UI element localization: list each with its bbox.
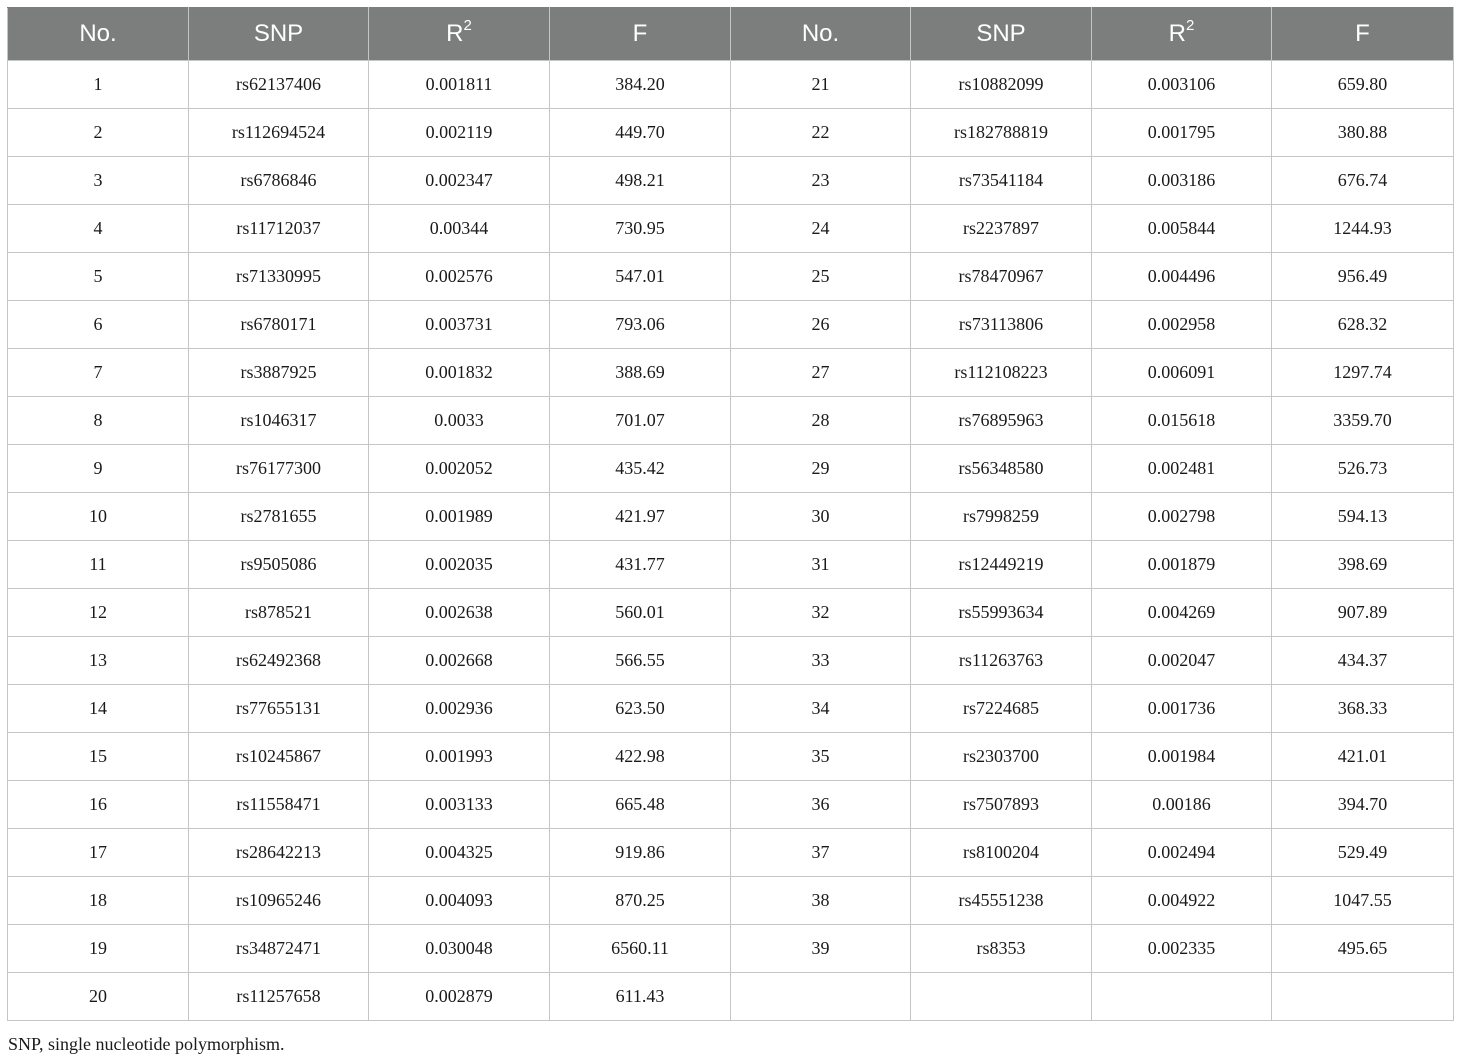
cell-f: 611.43: [550, 973, 731, 1021]
cell-no: 2: [8, 109, 189, 157]
header-f: F: [550, 8, 731, 61]
cell-no: 29: [731, 445, 911, 493]
cell-no: 25: [731, 253, 911, 301]
cell-f: 628.32: [1272, 301, 1454, 349]
cell-r-squared: 0.002035: [369, 541, 550, 589]
cell-snp: rs1046317: [189, 397, 369, 445]
cell-r-squared: [1092, 973, 1272, 1021]
cell-snp: rs62492368: [189, 637, 369, 685]
cell-snp: rs28642213: [189, 829, 369, 877]
cell-r-squared: 0.004496: [1092, 253, 1272, 301]
cell-snp: rs2781655: [189, 493, 369, 541]
cell-r-squared: 0.001795: [1092, 109, 1272, 157]
cell-f: 6560.11: [550, 925, 731, 973]
cell-r-squared: 0.002576: [369, 253, 550, 301]
table-row: [8, 829, 1454, 877]
cell-snp: rs34872471: [189, 925, 369, 973]
cell-no: 21: [731, 61, 911, 109]
header-no: No.: [8, 8, 189, 61]
table-row: [8, 877, 1454, 925]
cell-r-squared: 0.002347: [369, 157, 550, 205]
cell-no: 18: [8, 877, 189, 925]
cell-snp: rs45551238: [911, 877, 1092, 925]
cell-snp: rs9505086: [189, 541, 369, 589]
table-row: [8, 157, 1454, 205]
cell-r-squared: 0.006091: [1092, 349, 1272, 397]
cell-snp: rs55993634: [911, 589, 1092, 637]
cell-f: 956.49: [1272, 253, 1454, 301]
cell-no: 8: [8, 397, 189, 445]
cell-f: 701.07: [550, 397, 731, 445]
cell-no: 11: [8, 541, 189, 589]
cell-f: 449.70: [550, 109, 731, 157]
cell-no: 17: [8, 829, 189, 877]
cell-no: 28: [731, 397, 911, 445]
cell-r-squared: 0.003186: [1092, 157, 1272, 205]
cell-f: 398.69: [1272, 541, 1454, 589]
cell-no: 12: [8, 589, 189, 637]
cell-no: 34: [731, 685, 911, 733]
cell-no: 38: [731, 877, 911, 925]
cell-f: 1297.74: [1272, 349, 1454, 397]
cell-f: 394.70: [1272, 781, 1454, 829]
cell-f: 526.73: [1272, 445, 1454, 493]
cell-snp: rs7507893: [911, 781, 1092, 829]
cell-no: 16: [8, 781, 189, 829]
cell-r-squared: 0.003133: [369, 781, 550, 829]
cell-r-squared: 0.001736: [1092, 685, 1272, 733]
cell-no: 20: [8, 973, 189, 1021]
cell-r-squared: 0.001879: [1092, 541, 1272, 589]
cell-r-squared: 0.030048: [369, 925, 550, 973]
header-snp: SNP: [911, 8, 1092, 61]
cell-f: 384.20: [550, 61, 731, 109]
cell-no: 36: [731, 781, 911, 829]
table-row: [8, 973, 1454, 1021]
cell-r-squared: 0.001984: [1092, 733, 1272, 781]
cell-r-squared: 0.004922: [1092, 877, 1272, 925]
cell-snp: rs11558471: [189, 781, 369, 829]
cell-f: 730.95: [550, 205, 731, 253]
cell-snp: rs8353: [911, 925, 1092, 973]
table-footnote: SNP, single nucleotide polymorphism.: [8, 1034, 285, 1054]
cell-r-squared: 0.001989: [369, 493, 550, 541]
table-row: [8, 733, 1454, 781]
cell-no: 23: [731, 157, 911, 205]
cell-snp: rs6786846: [189, 157, 369, 205]
cell-snp: rs11712037: [189, 205, 369, 253]
cell-no: 30: [731, 493, 911, 541]
cell-no: 1: [8, 61, 189, 109]
cell-snp: rs6780171: [189, 301, 369, 349]
cell-r-squared: 0.00344: [369, 205, 550, 253]
cell-f: 547.01: [550, 253, 731, 301]
cell-f: [1272, 973, 1454, 1021]
cell-f: 1047.55: [1272, 877, 1454, 925]
cell-f: 421.01: [1272, 733, 1454, 781]
cell-snp: rs73113806: [911, 301, 1092, 349]
cell-r-squared: 0.002119: [369, 109, 550, 157]
header-superscript: 2: [463, 17, 472, 34]
cell-snp: rs112108223: [911, 349, 1092, 397]
cell-snp: rs112694524: [189, 109, 369, 157]
cell-snp: rs71330995: [189, 253, 369, 301]
cell-f: 870.25: [550, 877, 731, 925]
header-no: No.: [731, 8, 911, 61]
cell-snp: rs10245867: [189, 733, 369, 781]
cell-f: 529.49: [1272, 829, 1454, 877]
cell-r-squared: 0.002047: [1092, 637, 1272, 685]
cell-r-squared: 0.004325: [369, 829, 550, 877]
cell-f: 421.97: [550, 493, 731, 541]
cell-r-squared: 0.002936: [369, 685, 550, 733]
cell-snp: rs182788819: [911, 109, 1092, 157]
cell-f: 368.33: [1272, 685, 1454, 733]
cell-no: 22: [731, 109, 911, 157]
cell-snp: rs10965246: [189, 877, 369, 925]
cell-snp: rs73541184: [911, 157, 1092, 205]
cell-no: 37: [731, 829, 911, 877]
cell-f: 919.86: [550, 829, 731, 877]
table-row: [8, 253, 1454, 301]
cell-r-squared: 0.001811: [369, 61, 550, 109]
cell-no: 6: [8, 301, 189, 349]
header-f: F: [1272, 8, 1454, 61]
header-r-squared: $R^2$: [1092, 8, 1272, 61]
cell-no: 31: [731, 541, 911, 589]
cell-r-squared: 0.015618: [1092, 397, 1272, 445]
cell-no: 5: [8, 253, 189, 301]
cell-no: 14: [8, 685, 189, 733]
table-header-row: [8, 8, 1454, 61]
cell-r-squared: 0.002958: [1092, 301, 1272, 349]
cell-f: 422.98: [550, 733, 731, 781]
cell-no: 39: [731, 925, 911, 973]
cell-r-squared: 0.002798: [1092, 493, 1272, 541]
cell-no: 32: [731, 589, 911, 637]
cell-no: 19: [8, 925, 189, 973]
table-row: [8, 925, 1454, 973]
header-r-squared: $R^2$: [369, 8, 550, 61]
cell-f: 665.48: [550, 781, 731, 829]
cell-f: 560.01: [550, 589, 731, 637]
cell-f: 676.74: [1272, 157, 1454, 205]
cell-r-squared: 0.005844: [1092, 205, 1272, 253]
snp-table: [7, 7, 1454, 1021]
cell-snp: [911, 973, 1092, 1021]
cell-f: 495.65: [1272, 925, 1454, 973]
cell-f: 434.37: [1272, 637, 1454, 685]
table-row: [8, 205, 1454, 253]
table-row: [8, 61, 1454, 109]
cell-r-squared: 0.002494: [1092, 829, 1272, 877]
cell-snp: rs10882099: [911, 61, 1092, 109]
cell-snp: rs56348580: [911, 445, 1092, 493]
cell-snp: rs12449219: [911, 541, 1092, 589]
cell-r-squared: 0.002879: [369, 973, 550, 1021]
header-superscript: 2: [1186, 17, 1195, 34]
cell-r-squared: 0.001832: [369, 349, 550, 397]
cell-snp: rs76895963: [911, 397, 1092, 445]
cell-no: 7: [8, 349, 189, 397]
cell-r-squared: 0.004093: [369, 877, 550, 925]
cell-f: 566.55: [550, 637, 731, 685]
cell-no: 3: [8, 157, 189, 205]
cell-snp: rs2303700: [911, 733, 1092, 781]
cell-snp: rs3887925: [189, 349, 369, 397]
cell-f: 907.89: [1272, 589, 1454, 637]
cell-f: 594.13: [1272, 493, 1454, 541]
cell-snp: rs878521: [189, 589, 369, 637]
cell-no: 27: [731, 349, 911, 397]
cell-f: 3359.70: [1272, 397, 1454, 445]
table-row: [8, 637, 1454, 685]
cell-f: 498.21: [550, 157, 731, 205]
cell-snp: rs11263763: [911, 637, 1092, 685]
cell-r-squared: 0.003731: [369, 301, 550, 349]
cell-f: 431.77: [550, 541, 731, 589]
cell-r-squared: 0.002335: [1092, 925, 1272, 973]
cell-no: 15: [8, 733, 189, 781]
table-row: [8, 301, 1454, 349]
table-row: [8, 109, 1454, 157]
cell-snp: rs2237897: [911, 205, 1092, 253]
cell-f: 435.42: [550, 445, 731, 493]
cell-no: 26: [731, 301, 911, 349]
cell-r-squared: 0.0033: [369, 397, 550, 445]
table-row: [8, 781, 1454, 829]
cell-r-squared: 0.002052: [369, 445, 550, 493]
cell-no: 24: [731, 205, 911, 253]
cell-no: 13: [8, 637, 189, 685]
cell-r-squared: 0.004269: [1092, 589, 1272, 637]
cell-f: 659.80: [1272, 61, 1454, 109]
cell-r-squared: 0.001993: [369, 733, 550, 781]
cell-r-squared: 0.003106: [1092, 61, 1272, 109]
table-row: [8, 445, 1454, 493]
cell-no: 4: [8, 205, 189, 253]
cell-snp: rs7998259: [911, 493, 1092, 541]
table-row: [8, 589, 1454, 637]
cell-snp: rs62137406: [189, 61, 369, 109]
table-row: [8, 349, 1454, 397]
table-row: [8, 685, 1454, 733]
cell-f: 623.50: [550, 685, 731, 733]
cell-snp: rs8100204: [911, 829, 1092, 877]
table-row: [8, 493, 1454, 541]
cell-no: 9: [8, 445, 189, 493]
header-snp: SNP: [189, 8, 369, 61]
cell-snp: rs76177300: [189, 445, 369, 493]
table-body: [8, 61, 1454, 1021]
cell-f: 1244.93: [1272, 205, 1454, 253]
cell-snp: rs11257658: [189, 973, 369, 1021]
cell-no: 33: [731, 637, 911, 685]
cell-snp: rs7224685: [911, 685, 1092, 733]
table-row: [8, 541, 1454, 589]
cell-r-squared: 0.002481: [1092, 445, 1272, 493]
cell-r-squared: 0.002668: [369, 637, 550, 685]
cell-f: 380.88: [1272, 109, 1454, 157]
table-row: [8, 397, 1454, 445]
cell-r-squared: 0.002638: [369, 589, 550, 637]
cell-no: [731, 973, 911, 1021]
cell-no: 35: [731, 733, 911, 781]
cell-snp: rs78470967: [911, 253, 1092, 301]
cell-no: 10: [8, 493, 189, 541]
cell-r-squared: 0.00186: [1092, 781, 1272, 829]
cell-f: 388.69: [550, 349, 731, 397]
cell-f: 793.06: [550, 301, 731, 349]
cell-snp: rs77655131: [189, 685, 369, 733]
